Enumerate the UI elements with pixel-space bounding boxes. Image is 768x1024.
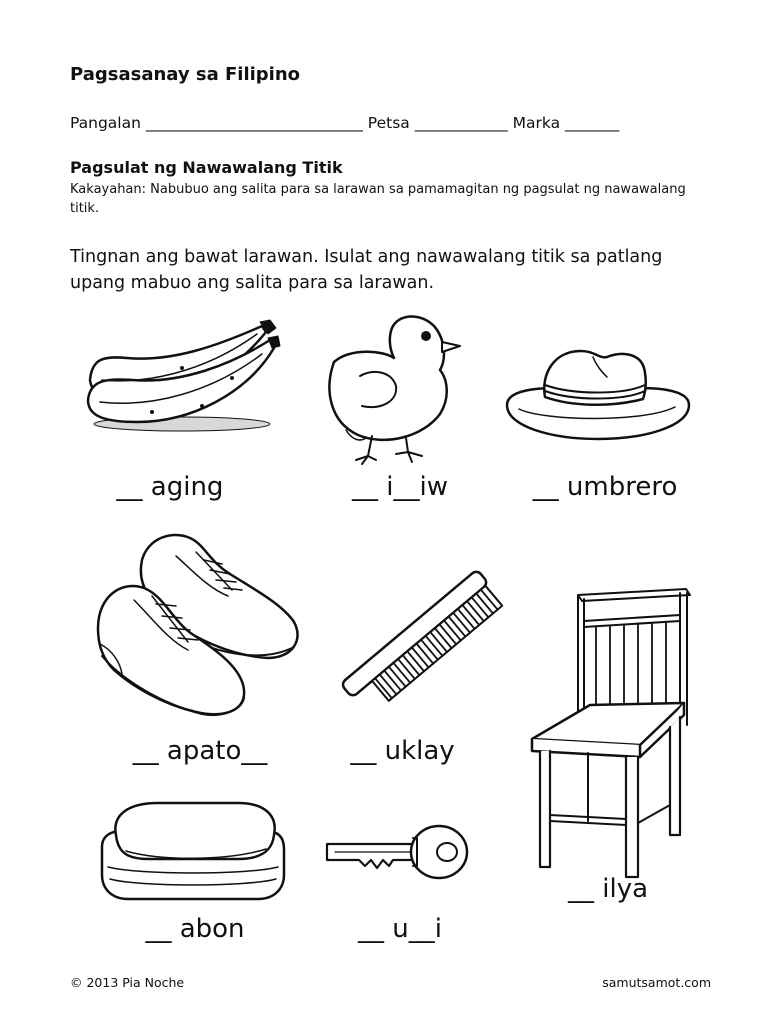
banana-icon [82,318,282,438]
comb-icon [325,560,510,715]
worksheet-title: Pagsasanay sa Filipino [70,64,301,85]
word-silya: __ ilya [567,874,649,904]
instructions: Tingnan ang bawat larawan. Isulat ang nawawalang titik sa patlang upang mabuo ang salita para sa larawan. [70,247,663,293]
word-sumbrero: __ umbrero [532,472,678,502]
shoes-icon [92,530,304,720]
word-sisiw: __ i__iw [352,472,448,502]
soap-icon [98,795,288,905]
chair-icon [530,585,695,880]
word-susi: __ u__i [358,914,442,944]
word-suklay: __ uklay [350,736,455,766]
word-sapatos: __ apato__ [132,736,268,766]
hat-icon [503,345,693,445]
student-info-line: Pangalan ____________________________ Petsa ____________ Marka _______ [70,114,620,132]
footer-copyright: © 2013 Pia Noche [70,975,185,990]
skill-description: Kakayahan: Nabubuo ang salita para sa larawan sa pamamagitan ng pagsulat ng nawawalang titik. [70,182,686,216]
footer-site-link[interactable]: samutsamot.com [602,975,711,990]
word-saging: __ aging [116,472,224,502]
section-title: Pagsulat ng Nawawalang Titik [70,158,343,177]
key-icon [325,822,470,882]
chick-icon [322,310,472,465]
word-sabon: __ abon [145,914,245,944]
